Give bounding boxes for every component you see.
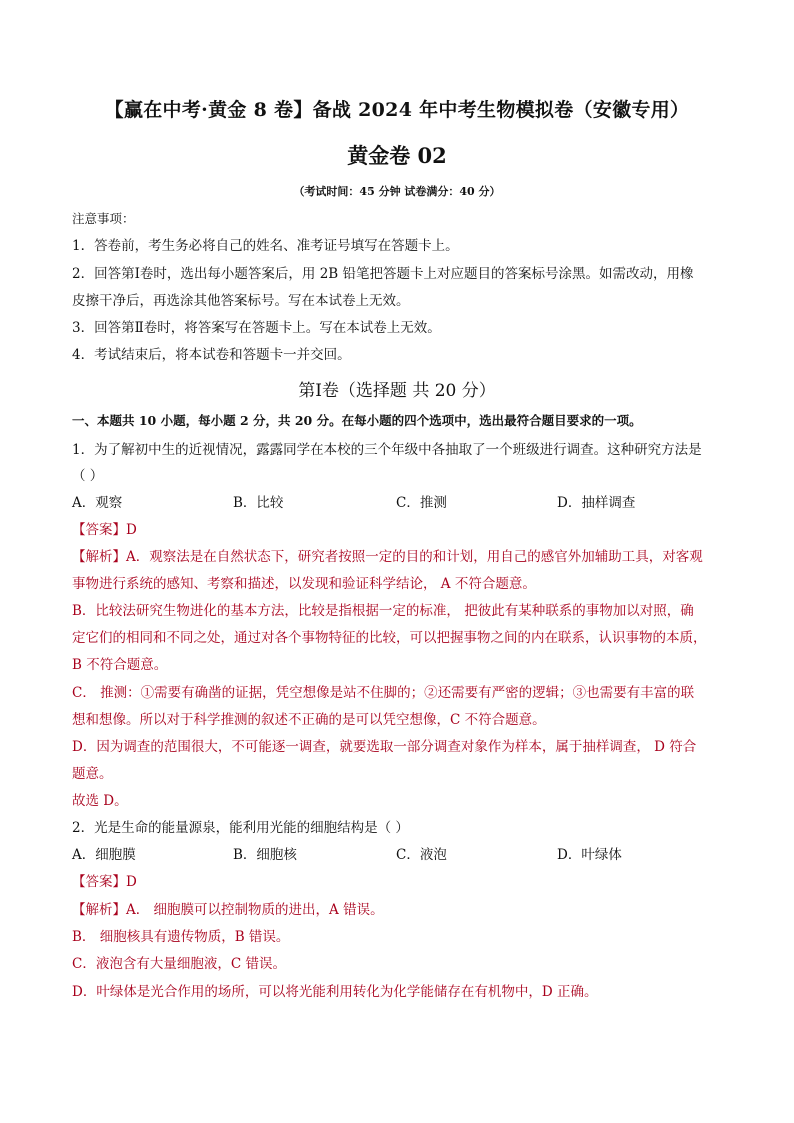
notice-item: 4．考试结束后，将本试卷和答题卡一并交回。 bbox=[72, 347, 351, 363]
analysis-line: 定它们的相同和不同之处，通过对各个事物特征的比较，可以把握事物之间的内在联系，认识事物的本质， bbox=[72, 630, 707, 646]
notice-heading: 注意事项： bbox=[72, 211, 135, 226]
option-a: A．细胞膜 bbox=[72, 847, 136, 863]
question-stem: （ ） bbox=[72, 468, 104, 484]
option-d: D．抽样调查 bbox=[557, 495, 636, 511]
analysis-line: C．液泡含有大量细胞液，C 错误。 bbox=[72, 956, 286, 972]
notice-item: 皮擦干净后，再选涂其他答案标号。写在本试卷上无效。 bbox=[72, 293, 410, 309]
section-instruction: 一、本题共 10 小题，每小题 2 分，共 20 分。在每小题的四个选项中，选出最符合题目要求的一项。 bbox=[72, 413, 642, 428]
option-b: B．细胞核 bbox=[233, 847, 297, 863]
option-d: D．叶绿体 bbox=[557, 847, 622, 863]
analysis-line: D．因为调查的范围很大，不可能逐一调查，就要选取一部分调查对象作为样本，属于抽样调查， D 符合 bbox=[72, 739, 697, 755]
question-stem: 2．光是生命的能量源泉，能利用光能的细胞结构是（ ） bbox=[72, 820, 409, 836]
answer: 【答案】D bbox=[72, 522, 137, 538]
analysis-line: B 不符合题意。 bbox=[72, 657, 168, 673]
option-c: C．推测 bbox=[396, 495, 447, 511]
option-c: C．液泡 bbox=[396, 847, 447, 863]
section-title: 第Ⅰ卷（选择题 共 20 分） bbox=[298, 381, 496, 401]
analysis-line: B．比较法研究生物进化的基本方法，比较是指根据一定的标准， 把彼此有某种联系的事物加以对照，确 bbox=[72, 603, 694, 619]
analysis-line: D．叶绿体是光合作用的场所，可以将光能利用转化为化学能储存在有机物中，D 正确。 bbox=[72, 984, 598, 1000]
analysis-line: 【解析】A．观察法是在自然状态下，研究者按照一定的目的和计划，用自己的感官外加辅助工具，对客观 bbox=[72, 549, 703, 565]
analysis-line: 事物进行系统的感知、考察和描述，以发现和验证科学结论， A 不符合题意。 bbox=[72, 576, 536, 592]
exam-info: （考试时间：45 分钟 试卷满分：40 分） bbox=[293, 185, 501, 198]
option-a: A．观察 bbox=[72, 495, 123, 511]
question-stem: 1．为了解初中生的近视情况，露露同学在本校的三个年级中各抽取了一个班级进行调查。这种研究方法是 bbox=[72, 442, 702, 458]
answer: 【答案】D bbox=[72, 874, 137, 890]
analysis-line: 【解析】A． 细胞膜可以控制物质的进出，A 错误。 bbox=[72, 902, 384, 918]
option-b: B．比较 bbox=[233, 495, 284, 511]
analysis-line: B． 细胞核具有遗传物质，B 错误。 bbox=[72, 929, 290, 945]
notice-item: 1．答卷前，考生务必将自己的姓名、准考证号填写在答题卡上。 bbox=[72, 238, 459, 254]
analysis-line: 题意。 bbox=[72, 766, 113, 782]
page-title: 【赢在中考·黄金 8 卷】备战 2024 年中考生物模拟卷（安徽专用） bbox=[104, 99, 690, 121]
analysis-line: 想和想像。所以对于科学推测的叙述不正确的是可以凭空想像，C 不符合题意。 bbox=[72, 712, 546, 728]
notice-item: 2．回答第Ⅰ卷时，选出每小题答案后，用 2B 铅笔把答题卡上对应题目的答案标号涂黑。如需改动，用橡 bbox=[72, 266, 694, 282]
paper-subtitle: 黄金卷 02 bbox=[347, 143, 447, 168]
conclusion: 故选 D。 bbox=[72, 793, 128, 809]
notice-item: 3．回答第Ⅱ卷时，将答案写在答题卡上。写在本试卷上无效。 bbox=[72, 320, 441, 336]
analysis-line: C． 推测：①需要有确凿的证据，凭空想像是站不住脚的；②还需要有严密的逻辑；③也需要有丰富的联 bbox=[72, 685, 695, 701]
